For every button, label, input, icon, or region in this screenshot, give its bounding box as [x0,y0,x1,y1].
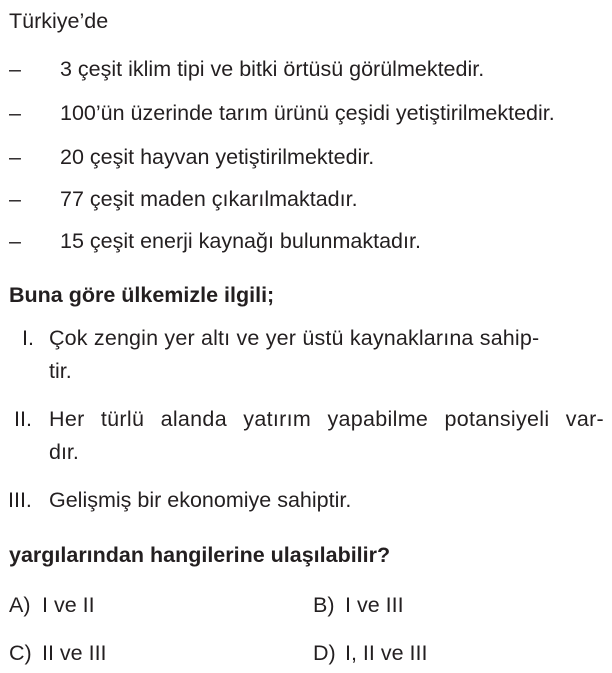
statement-continuation: tir. [49,359,72,383]
fact-text: 15 çeşit enerji kaynağı bulunmaktadır. [60,229,421,253]
option-text: II ve III [42,641,107,665]
roman-numeral: I. [22,326,34,350]
statement-text: Çok zengin yer altı ve yer üstü kaynaklarına sahip- [49,326,540,350]
statement-text: Gelişmiş bir ekonomiye sahiptir. [49,488,352,512]
dash-bullet: – [9,229,21,253]
fact-text: 100’ün üzerinde tarım ürünü çeşidi yetiştirilmektedir. [60,101,555,125]
statement-continuation: dır. [49,440,79,464]
option-label: A) [9,593,31,617]
option-label: C) [9,641,32,665]
dash-bullet: – [9,187,21,211]
fact-text: 20 çeşit hayvan yetiştirilmektedir. [60,145,375,169]
option-text: I ve II [42,593,95,617]
roman-numeral: II. [14,407,32,431]
dash-bullet: – [9,145,21,169]
question-end: yargılarından hangilerine ulaşılabilir? [9,543,391,567]
question-lead: Buna göre ülkemizle ilgili; [9,283,275,307]
statement-text: Her türlü alanda yatırım yapabilme potansiyeli var- [49,407,604,431]
option-text: I, II ve III [345,641,428,665]
intro-text: Türkiye’de [9,9,109,33]
option-label: B) [313,593,335,617]
fact-text: 77 çeşit maden çıkarılmaktadır. [60,187,358,211]
roman-numeral: III. [8,488,32,512]
fact-text: 3 çeşit iklim tipi ve bitki örtüsü görülmektedir. [60,57,485,81]
dash-bullet: – [9,101,21,125]
dash-bullet: – [9,57,21,81]
option-label: D) [313,641,336,665]
option-text: I ve III [345,593,404,617]
